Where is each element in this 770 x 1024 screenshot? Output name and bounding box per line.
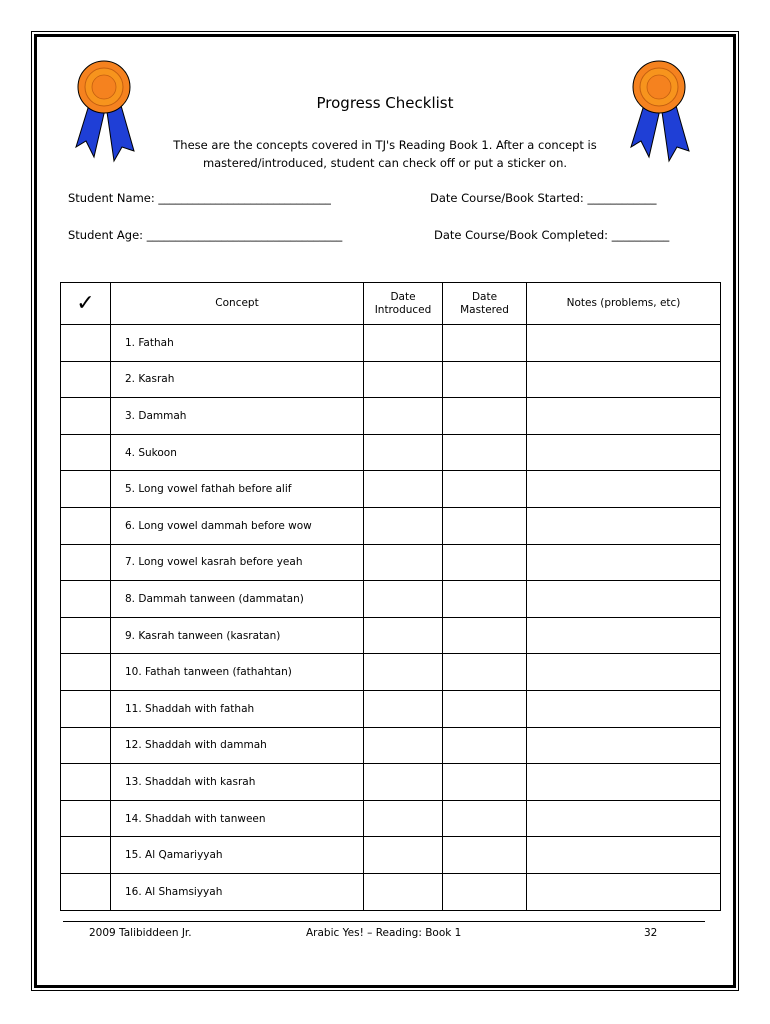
notes-cell: [527, 581, 721, 618]
intro-text: [150, 136, 620, 172]
check-column-header: [61, 283, 111, 325]
concept-cell: 4. Sukoon: [111, 434, 364, 471]
date-started-field: Date Course/Book Started: ____________: [430, 191, 657, 205]
table-row: [61, 507, 721, 544]
date-mastered-cell: [443, 837, 527, 874]
check-cell: [61, 837, 111, 874]
notes-cell: [527, 471, 721, 508]
award-ribbon-icon: [70, 57, 142, 167]
concept-cell: 5. Long vowel fathah before alif: [111, 471, 364, 508]
date-introduced-cell: [364, 837, 443, 874]
table-row: [61, 544, 721, 581]
check-cell: [61, 690, 111, 727]
notes-cell: [527, 837, 721, 874]
intro-line: These are the concepts covered in TJ's Reading Book 1. After a concept is: [173, 138, 597, 152]
date-mastered-cell: [443, 325, 527, 362]
date-mastered-cell: [443, 544, 527, 581]
date-introduced-cell: [364, 617, 443, 654]
check-cell: [61, 654, 111, 691]
table-row: [61, 764, 721, 801]
date-introduced-cell: [364, 690, 443, 727]
check-cell: [61, 727, 111, 764]
checkmark-icon: ✓: [76, 290, 95, 316]
date-introduced-cell: [364, 654, 443, 691]
concept-cell: 7. Long vowel kasrah before yeah: [111, 544, 364, 581]
check-cell: [61, 398, 111, 435]
concept-cell: 14. Shaddah with tanween: [111, 800, 364, 837]
table-row: [61, 654, 721, 691]
date-introduced-column-header: Date Introduced: [364, 283, 443, 325]
progress-checklist-table: [60, 282, 721, 911]
table-row: [61, 434, 721, 471]
page-title: Progress Checklist: [316, 94, 454, 112]
table-row: [61, 325, 721, 362]
notes-cell: [527, 361, 721, 398]
date-mastered-cell: [443, 581, 527, 618]
check-cell: [61, 581, 111, 618]
date-mastered-cell: [443, 471, 527, 508]
notes-cell: [527, 544, 721, 581]
concept-cell: 13. Shaddah with kasrah: [111, 764, 364, 801]
check-cell: [61, 325, 111, 362]
concept-cell: 9. Kasrah tanween (kasratan): [111, 617, 364, 654]
notes-cell: [527, 398, 721, 435]
award-ribbon-icon: [625, 57, 697, 167]
date-mastered-column-header: Date Mastered: [443, 283, 527, 325]
check-cell: [61, 434, 111, 471]
date-completed-field: Date Course/Book Completed: __________: [434, 228, 670, 242]
date-introduced-cell: [364, 581, 443, 618]
concept-cell: 12. Shaddah with dammah: [111, 727, 364, 764]
date-introduced-cell: [364, 471, 443, 508]
table-row: [61, 690, 721, 727]
date-introduced-cell: [364, 800, 443, 837]
concept-cell: 6. Long vowel dammah before wow: [111, 507, 364, 544]
date-mastered-cell: [443, 873, 527, 910]
notes-cell: [527, 764, 721, 801]
footer-copyright: 2009 Talibiddeen Jr.: [89, 927, 192, 939]
date-introduced-cell: [364, 544, 443, 581]
check-cell: [61, 764, 111, 801]
check-cell: [61, 873, 111, 910]
concept-column-header: Concept: [111, 283, 364, 325]
footer-book-title: Arabic Yes! – Reading: Book 1: [306, 927, 462, 939]
student-age-field: Student Age: __________________________________: [68, 228, 343, 242]
intro-line: mastered/introduced, student can check off or put a sticker on.: [202, 156, 568, 170]
check-cell: [61, 361, 111, 398]
table-row: [61, 727, 721, 764]
date-mastered-cell: [443, 690, 527, 727]
notes-cell: [527, 325, 721, 362]
date-introduced-cell: [364, 325, 443, 362]
date-introduced-cell: [364, 398, 443, 435]
check-cell: [61, 800, 111, 837]
date-mastered-cell: [443, 434, 527, 471]
table-row: [61, 471, 721, 508]
table-row: [61, 800, 721, 837]
table-row: [61, 398, 721, 435]
concept-cell: 10. Fathah tanween (fathahtan): [111, 654, 364, 691]
table-row: [61, 361, 721, 398]
date-introduced-cell: [364, 361, 443, 398]
footer-page-number: 32: [644, 927, 658, 939]
check-cell: [61, 507, 111, 544]
date-mastered-cell: [443, 654, 527, 691]
notes-cell: [527, 800, 721, 837]
notes-cell: [527, 654, 721, 691]
table-row: [61, 581, 721, 618]
concept-cell: 16. Al Shamsiyyah: [111, 873, 364, 910]
concept-cell: 1. Fathah: [111, 325, 364, 362]
date-introduced-cell: [364, 873, 443, 910]
date-introduced-cell: [364, 764, 443, 801]
notes-cell: [527, 507, 721, 544]
date-mastered-cell: [443, 617, 527, 654]
table-row: [61, 837, 721, 874]
date-introduced-cell: [364, 434, 443, 471]
notes-column-header: Notes (problems, etc): [527, 283, 721, 325]
student-name-field: Student Name: ______________________________: [68, 191, 331, 205]
table-row: [61, 617, 721, 654]
date-mastered-cell: [443, 800, 527, 837]
notes-cell: [527, 617, 721, 654]
notes-cell: [527, 434, 721, 471]
table-row: [61, 873, 721, 910]
notes-cell: [527, 690, 721, 727]
date-introduced-cell: [364, 727, 443, 764]
concept-cell: 15. Al Qamariyyah: [111, 837, 364, 874]
concept-cell: 3. Dammah: [111, 398, 364, 435]
notes-cell: [527, 873, 721, 910]
date-mastered-cell: [443, 764, 527, 801]
date-mastered-cell: [443, 507, 527, 544]
check-cell: [61, 544, 111, 581]
concept-cell: 2. Kasrah: [111, 361, 364, 398]
concept-cell: 8. Dammah tanween (dammatan): [111, 581, 364, 618]
notes-cell: [527, 727, 721, 764]
footer-divider: [63, 921, 705, 922]
concept-cell: 11. Shaddah with fathah: [111, 690, 364, 727]
table-header-row: [61, 283, 721, 325]
check-cell: [61, 617, 111, 654]
date-mastered-cell: [443, 727, 527, 764]
check-cell: [61, 471, 111, 508]
date-mastered-cell: [443, 398, 527, 435]
date-introduced-cell: [364, 507, 443, 544]
date-mastered-cell: [443, 361, 527, 398]
